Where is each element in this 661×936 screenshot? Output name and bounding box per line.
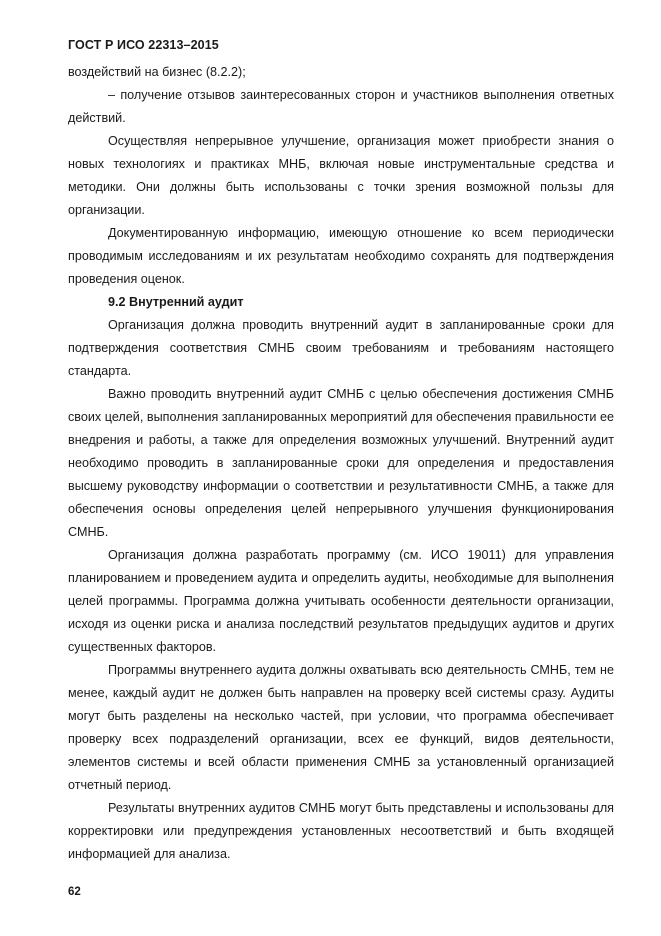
paragraph: Организация должна проводить внутренний аудит в запланированные сроки для подтверждения соответствия СМНБ своим требованиям и требованиям настоящего стандарта. [68,318,614,378]
document-body [68,61,614,866]
paragraph: Документированную информацию, имеющую отношение ко всем периодически проводимым исследованиям и их результатам необходимо сохранять для подтверждения проведения оценок. [68,226,614,286]
page-number: 62 [68,886,81,898]
paragraph: Важно проводить внутренний аудит СМНБ с целью обеспечения достижения СМНБ своих целей, выполнения запланированных мероприятий для обеспечения правильности ее внедрения и работы, а также для определения возможных улучшений. Внутренний аудит необходимо проводить в запланированные сроки для определения и предоставления высшему руководству информации о соответствии и результативности СМНБ, а также для обеспечения основы определения целей непрерывного улучшения функционирования СМНБ. [68,387,614,539]
paragraph: Программы внутреннего аудита должны охватывать всю деятельность СМНБ, тем не менее, каждый аудит не должен быть направлен на проверку всей системы сразу. Аудиты могут быть разделены на несколько частей, при условии, что программа обеспечивает проверку всех подразделений организации, всех ее функций, видов деятельности, элементов системы и всей области применения СМНБ за установленный организацией отчетный период. [68,663,614,792]
section-heading: 9.2 Внутренний аудит [108,295,244,309]
paragraph: Результаты внутренних аудитов СМНБ могут быть представлены и использованы для корректировки или предупреждения установленных несоответствий и быть входящей информацией для анализа. [68,801,614,861]
paragraph-continuation: воздействий на бизнес (8.2.2); [68,65,246,79]
paragraph-list-item: – получение отзывов заинтересованных сторон и участников выполнения ответных действий. [68,88,614,125]
document-header: ГОСТ Р ИСО 22313–2015 [68,38,219,52]
paragraph: Организация должна разработать программу (см. ИСО 19011) для управления планированием и проведением аудита и определить аудиты, необходимые для выполнения целей программы. Программа должна учитывать особенности деятельности организации, исходя из оценки риска и анализа последствий результатов предыдущих аудитов и других существенных факторов. [68,548,614,654]
paragraph: Осуществляя непрерывное улучшение, организация может приобрести знания о новых технологиях и практиках МНБ, включая новые инструментальные средства и методики. Они должны быть использованы с точки зрения возможной пользы для организации. [68,134,614,217]
